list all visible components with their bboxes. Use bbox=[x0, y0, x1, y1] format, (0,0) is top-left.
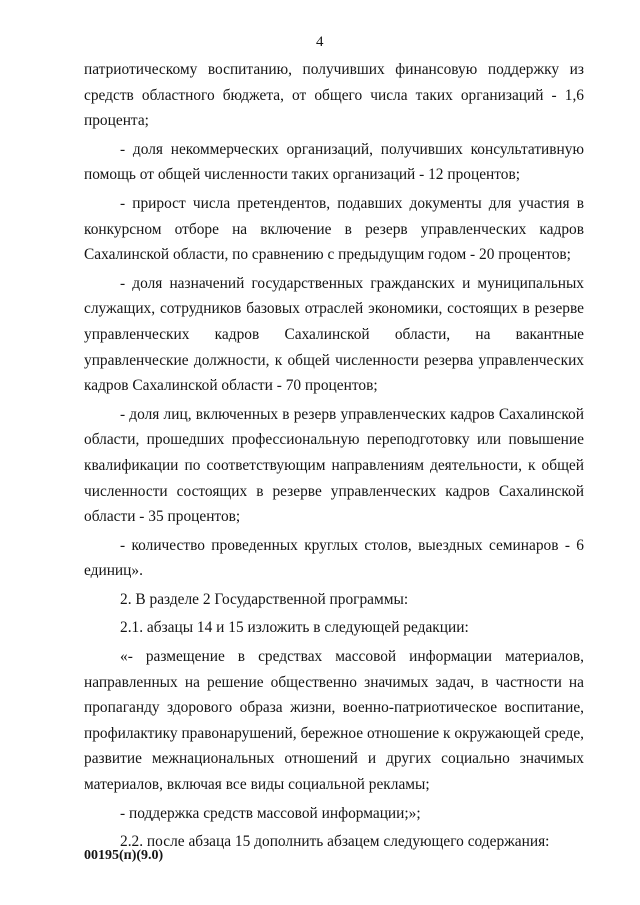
document-code: 00195(п)(9.0) bbox=[84, 848, 164, 863]
paragraph-consulting-share: - доля некоммерческих организаций, получивших консультативную помощь от общей численности таких организаций - 12 процентов; bbox=[84, 140, 584, 184]
paragraph-continuation: патриотическому воспитанию, получивших финансовую поддержку из средств областного бюджета, от общего числа таких организаций - 1,6 процента; bbox=[84, 61, 584, 130]
paragraph-candidates-growth: - прирост числа претендентов, подавших документы для участия в конкурсном отборе на включение в резерв управленческих кадров Сахалинской области, по сравнению с предыдущим годом - 20 процентов; bbox=[84, 194, 584, 264]
paragraph-section-2: 2. В разделе 2 Государственной программы: bbox=[120, 590, 409, 608]
paragraph-media-placement: «- размещение в средствах массовой информации материалов, направленных на решение общественно значимых задач, в частности на пропаганду здорового образа жизни, военно-патриотическое воспитание, профилактику правонарушений, бережное отношение к окружающей среде, развитие межнациональных отношений и других социально значимых материалов, включая все виды социальной рекламы; bbox=[84, 648, 584, 794]
paragraph-item-2-2: 2.2. после абзаца 15 дополнить абзацем следующего содержания: bbox=[120, 833, 550, 851]
document-body bbox=[84, 57, 584, 858]
page-number: 4 bbox=[316, 34, 324, 50]
paragraph-media-support: - поддержка средств массовой информации;»; bbox=[120, 804, 421, 822]
paragraph-seminars-count: - количество проведенных круглых столов, выездных семинаров - 6 единиц». bbox=[84, 536, 584, 580]
paragraph-appointments-share: - доля назначений государственных гражданских и муниципальных служащих, сотрудников базовых отраслей экономики, состоящих в резерве управленческих кадров Сахалинской области, на вакантные управленческие должности, к общей численности резерва управленческих кадров Сахалинской области - 70 процентов; bbox=[84, 274, 584, 395]
paragraph-retraining-share: - доля лиц, включенных в резерв управленческих кадров Сахалинской области, прошедших профессиональную переподготовку или повышение квалификации по соответствующим направлениям деятельности, к общей численности состоящих в резерве управленческих кадров Сахалинской области - 35 процентов; bbox=[84, 405, 584, 526]
paragraph-item-2-1: 2.1. абзацы 14 и 15 изложить в следующей редакции: bbox=[120, 619, 469, 637]
